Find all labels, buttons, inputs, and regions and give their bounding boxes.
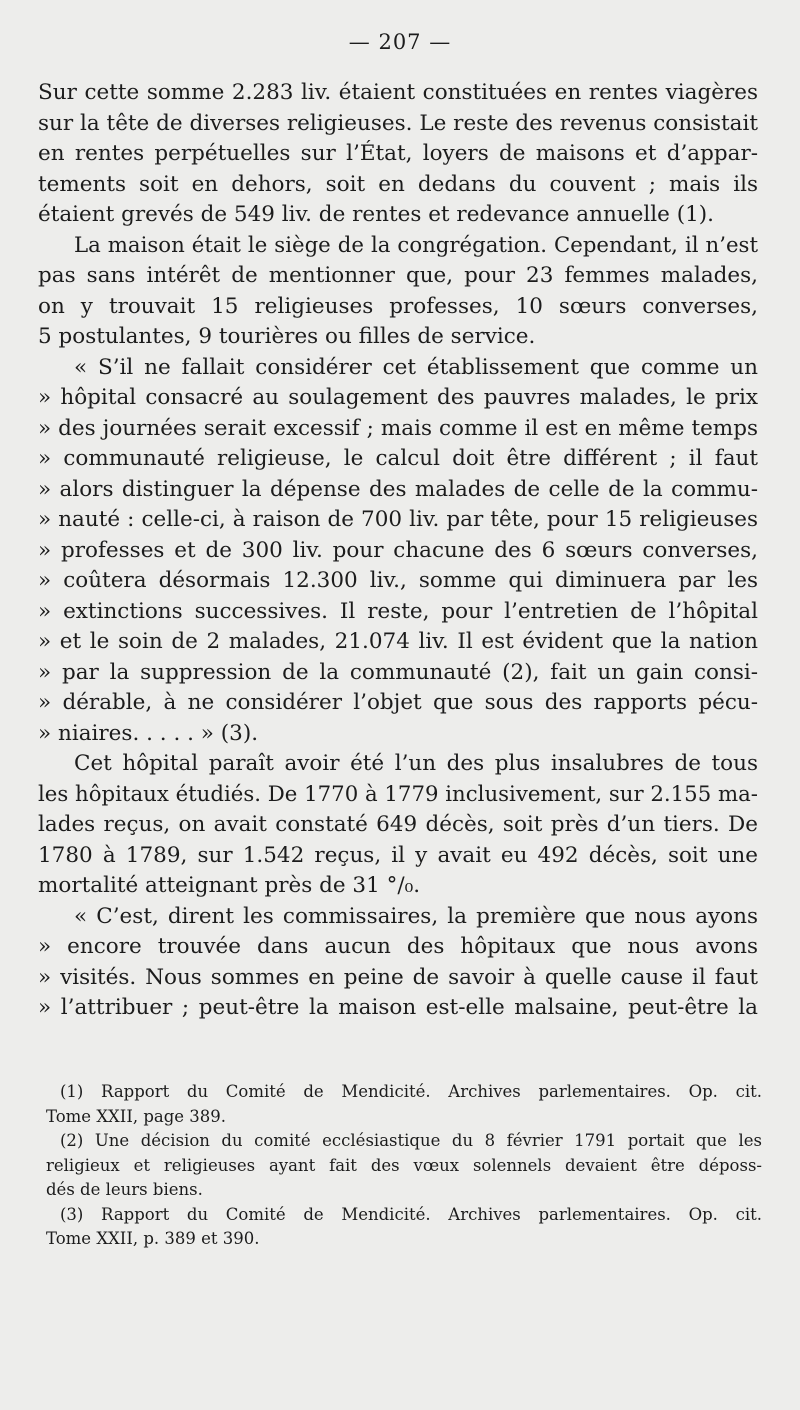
text-line: » alors distinguer la dépense des malades de celle de la commu- — [38, 476, 758, 502]
footnote-line: Tome XXII, p. 389 et 390. — [46, 1229, 260, 1248]
text-line: en rentes perpétuelles sur l’État, loyers de maisons et d’appar- — [38, 141, 758, 166]
text-line: Sur cette somme 2.283 liv. étaient constituées en rentes viagères — [38, 80, 758, 105]
main-text — [38, 78, 758, 1024]
text-line: » coûtera désormais 12.300 liv., somme qui diminuera par les — [38, 568, 758, 593]
text-line: » l’attribuer ; peut-être la maison est-elle malsaine, peut-être la — [38, 995, 758, 1020]
text-line: 5 postulantes, 9 tourières ou filles de service. — [38, 324, 536, 349]
text-line: 1780 à 1789, sur 1.542 reçus, il y avait eu 492 décès, soit une — [38, 842, 758, 868]
text-line: » et le soin de 2 malades, 21.074 liv. Il est évident que la nation — [38, 629, 758, 654]
text-line: étaient grevés de 549 liv. de rentes et redevance annuelle (1). — [38, 202, 714, 227]
text-line: » dérable, à ne considérer l’objet que sous des rapports pécu- — [38, 690, 758, 715]
text-line: tements soit en dehors, soit en dedans du couvent ; mais ils — [38, 171, 758, 197]
text-line: » professes et de 300 liv. pour chacune des 6 sœurs converses, — [38, 537, 758, 563]
text-line: pas sans intérêt de mentionner que, pour 23 femmes malades, — [38, 263, 758, 288]
text-line: » hôpital consacré au soulagement des pauvres malades, le prix — [38, 385, 758, 410]
page-number: — 207 — — [348, 30, 452, 54]
text-line: mortalité atteignant près de 31 °/₀. — [38, 873, 421, 898]
footnote-line: Tome XXII, page 389. — [46, 1106, 227, 1126]
footnote-line: (2) Une décision du comité ecclésiastique du 8 février 1791 portait que les — [60, 1131, 762, 1150]
text-line: on y trouvait 15 religieuses professes, 10 sœurs converses, — [38, 293, 758, 319]
text-line: La maison était le siège de la congrégation. Cependant, il n’est — [74, 232, 758, 258]
footnotes — [46, 1080, 762, 1252]
text-line: » nauté : celle-ci, à raison de 700 liv. par tête, pour 15 religieuses — [38, 507, 758, 532]
text-line: » des journées serait excessif ; mais comme il est en même temps — [38, 415, 758, 441]
footnote-line: dés de leurs biens. — [46, 1180, 203, 1199]
text-line: sur la tête de diverses religieuses. Le reste des revenus consistait — [38, 110, 758, 136]
text-line: » extinctions successives. Il reste, pour l’entretien de l’hôpital — [38, 598, 758, 624]
text-line: » communauté religieuse, le calcul doit être différent ; il faut — [38, 446, 758, 471]
text-line: lades reçus, on avait constaté 649 décès, soit près d’un tiers. De — [38, 812, 758, 837]
text-line: « C’est, dirent les commissaires, la première que nous ayons — [74, 903, 758, 929]
text-line: les hôpitaux étudiés. De 1770 à 1779 inclusivement, sur 2.155 ma- — [38, 781, 758, 807]
text-line: » visités. Nous sommes en peine de savoir à quelle cause il faut — [38, 964, 758, 990]
footnote-line: (1) Rapport du Comité de Mendicité. Archives parlementaires. Op. cit. — [60, 1082, 762, 1101]
text-line: » niaires. . . . . » (3). — [38, 720, 259, 746]
footnote-line: (3) Rapport du Comité de Mendicité. Archives parlementaires. Op. cit. — [60, 1204, 762, 1224]
text-line: » encore trouvée dans aucun des hôpitaux que nous avons — [38, 934, 758, 959]
text-line: » par la suppression de la communauté (2), fait un gain consi- — [38, 659, 758, 685]
text-line: Cet hôpital paraît avoir été l’un des plus insalubres de tous — [74, 751, 758, 776]
text-line: « S’il ne fallait considérer cet établissement que comme un — [74, 354, 758, 380]
footnote-line: religieux et religieuses ayant fait des vœux solennels devaient être déposs- — [46, 1155, 762, 1175]
